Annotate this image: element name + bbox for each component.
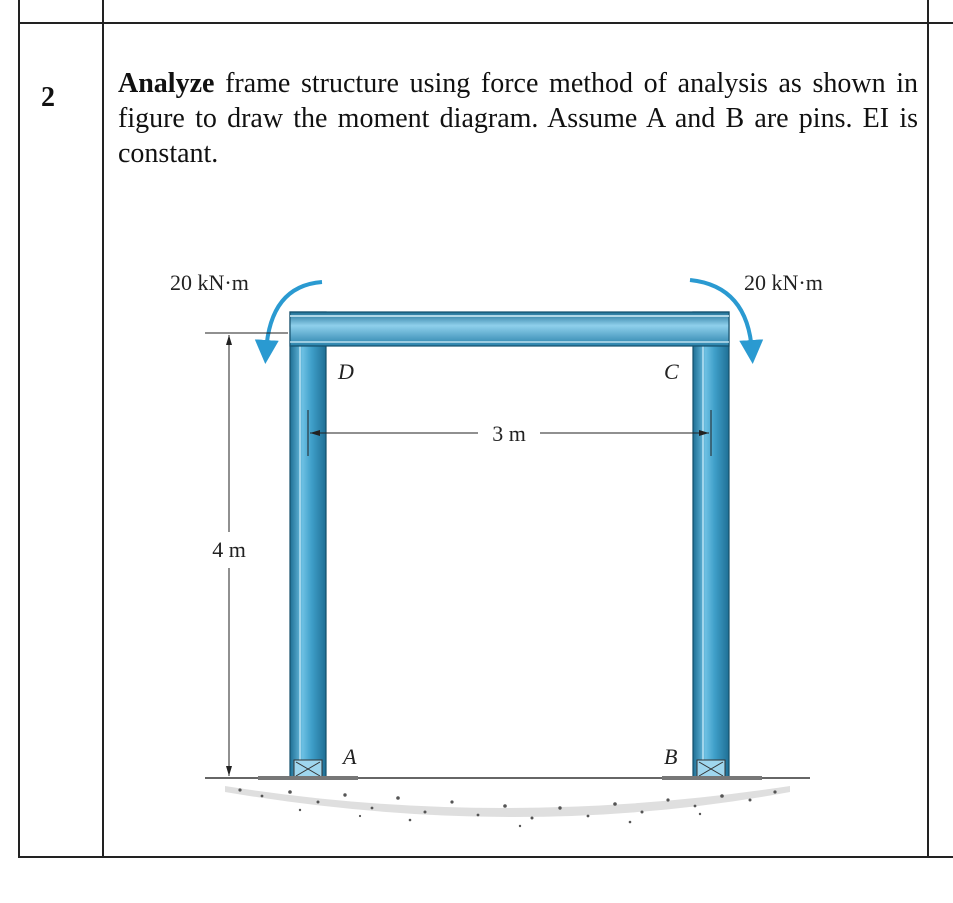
support-label-b: B — [664, 744, 678, 769]
span-label: 3 m — [492, 421, 526, 446]
ground — [205, 778, 810, 827]
top-beam — [290, 312, 729, 346]
moment-label-left: 20 kN·m — [170, 270, 249, 295]
support-label-a: A — [343, 744, 357, 769]
joint-label-c: C — [664, 359, 679, 384]
left-column — [290, 312, 326, 778]
question-number: 2 — [41, 82, 55, 113]
question-body: frame structure using force method of analysis as shown in figure to draw the moment diagram. Assume A and B are pins. EI is constant. — [118, 68, 918, 169]
moment-label-right: 20 kN·m — [744, 270, 823, 295]
height-label: 4 m — [212, 537, 246, 562]
right-column — [693, 312, 729, 778]
question-verb: Analyze — [118, 68, 215, 99]
joint-label-d: D — [338, 359, 354, 384]
